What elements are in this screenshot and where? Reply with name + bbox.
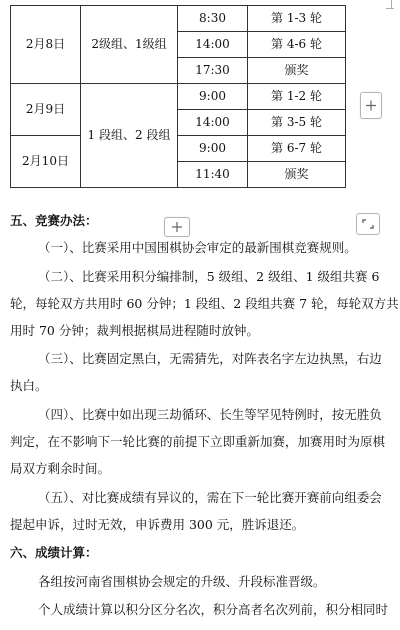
time-cell: 9:00 (178, 84, 248, 110)
group-cell: 2级组、1级组 (81, 6, 178, 84)
paragraph-line: （五）、对比赛成绩有异议的，需在下一轮比赛开赛前向组委会 (38, 490, 382, 505)
plus-icon (165, 218, 189, 236)
paragraph-line: （二）、比赛采用积分编排制，5 级组、2 级组、1 级组共赛 6 (38, 269, 380, 284)
paragraph-line: 轮，每轮双方共用时 60 分钟；1 段组、2 段组共赛 7 轮，每轮双方共 (10, 296, 399, 311)
round-cell: 第 1-2 轮 (248, 84, 346, 110)
paragraph-line: 用时 70 分钟；裁判根据棋局进程随时放钟。 (10, 323, 259, 338)
page-corner-mark (385, 0, 392, 8)
paragraph-line: 判定，在不影响下一轮比赛的前提下立即重新加赛，加赛用时为原棋 (10, 434, 386, 449)
round-cell: 颁奖 (248, 162, 346, 188)
paragraph-line: （三）、比赛固定黑白，无需猜先，对阵表名字左边执黑，右边 (38, 351, 382, 366)
add-block-button[interactable] (164, 217, 190, 237)
paragraph-line: （一）、比赛采用中国围棋协会审定的最新围棋竞赛规则。 (38, 240, 357, 255)
time-cell: 17:30 (178, 58, 248, 84)
resize-icon (357, 214, 379, 234)
round-cell: 第 4-6 轮 (248, 32, 346, 58)
paragraph-line: 局双方剩余时间。 (10, 461, 111, 476)
schedule-table (10, 5, 346, 188)
date-cell: 2月10日 (11, 136, 81, 188)
paragraph-line: （四）、比赛中如出现三劫循环、长生等罕见特例时，按无胜负 (38, 407, 382, 422)
round-cell: 颁奖 (248, 58, 346, 84)
time-cell: 9:00 (178, 136, 248, 162)
group-cell: 1 段组、2 段组 (81, 84, 178, 188)
round-cell: 第 6-7 轮 (248, 136, 346, 162)
table-row (11, 6, 346, 32)
date-cell: 2月8日 (11, 6, 81, 84)
paragraph-line: 各组按河南省围棋协会规定的升级、升段标准晋级。 (38, 574, 326, 589)
time-cell: 14:00 (178, 32, 248, 58)
round-cell: 第 1-3 轮 (248, 6, 346, 32)
section-heading: 五、竞赛办法： (10, 213, 98, 228)
table-row (11, 136, 346, 162)
time-cell: 8:30 (178, 6, 248, 32)
time-cell: 11:40 (178, 162, 248, 188)
paragraph-line: 提起申诉，过时无效，申诉费用 300 元，胜诉退还。 (10, 517, 305, 532)
section-heading: 六、成绩计算： (10, 545, 98, 560)
date-cell: 2月9日 (11, 84, 81, 136)
table-row (11, 84, 346, 110)
add-row-button[interactable] (360, 92, 382, 119)
paragraph-line: 个人成绩计算以积分区分名次，积分高者名次列前，积分相同时 (38, 602, 389, 617)
plus-icon (361, 93, 381, 118)
time-cell: 14:00 (178, 110, 248, 136)
resize-button[interactable] (356, 213, 380, 235)
round-cell: 第 3-5 轮 (248, 110, 346, 136)
paragraph-line: 执白。 (10, 378, 48, 393)
